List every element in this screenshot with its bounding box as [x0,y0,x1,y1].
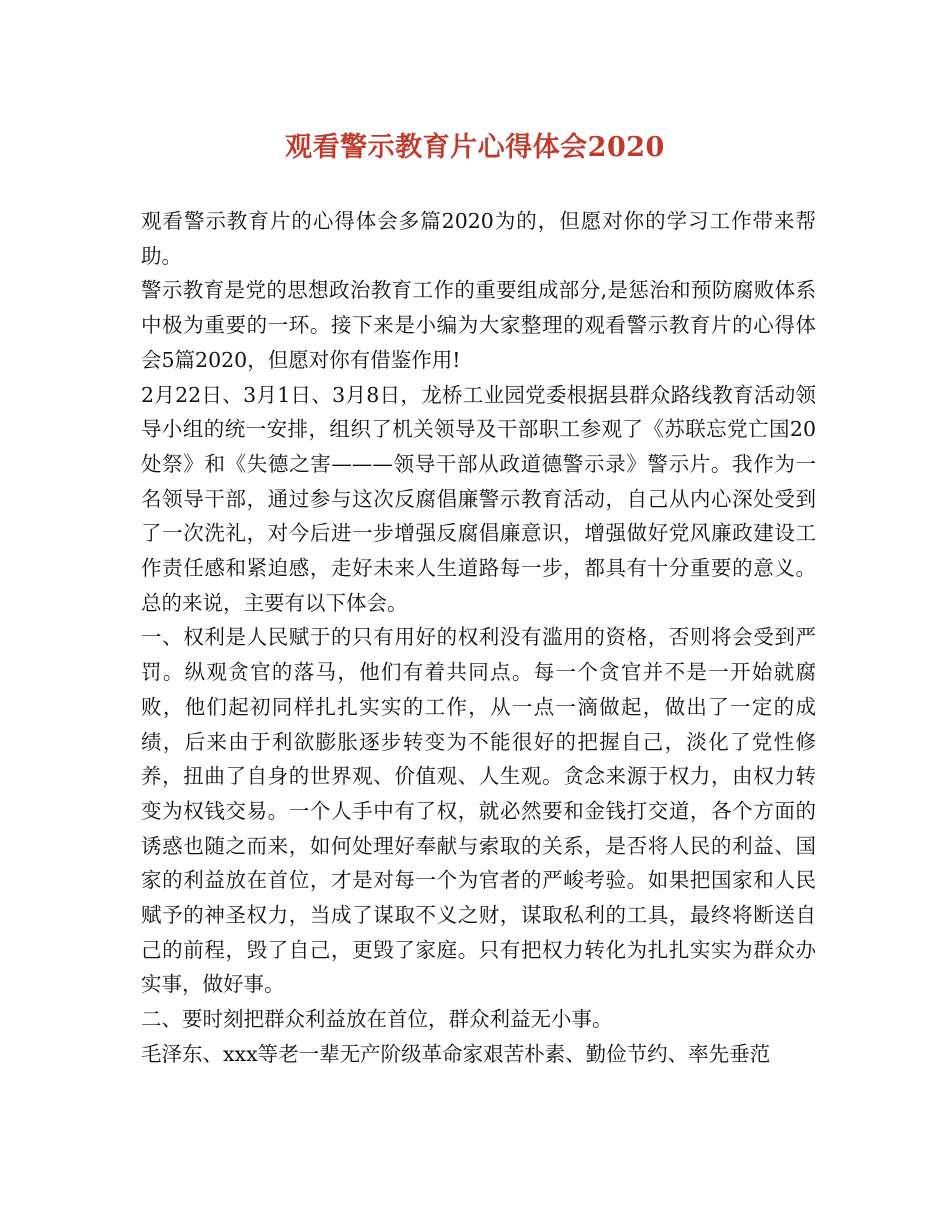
paragraph-point-two: 二、要时刻把群众利益放在首位，群众利益无小事。 [141,1007,613,1032]
document-body [141,204,816,1072]
document-title: 观看警示教育片心得体会2020 [285,132,665,163]
paragraph-intro: 观看警示教育片的心得体会多篇2020为的，但愿对你的学习工作带来帮助。 [141,209,816,268]
paragraph-point-one: 一、权利是人民赋于的只有用好的权利没有滥用的资格，否则将会受到严罚。纵观贪官的落马，他们有着共同点。每一个贪官并不是一开始就腐败，他们起初同样扎扎实实的工作，从一点一滴做起，做出了一定的成绩，后来由于利欲膨胀逐步转变为不能很好的把握自己，淡化了党性修养，扭曲了自身的世界观、价值观、人生观。贪念来源于权力，由权力转变为权钱交易。一个人手中有了权，就必然要和金钱打交道，各个方面的诱惑也随之而来，如何处理好奉献与索取的关系，是否将人民的利益、国家的利益放在首位，才是对每一个为官者的严峻考验。如果把国家和人民赋予的神圣权力，当成了谋取不义之财，谋取私利的工具，最终将断送自己的前程，毁了自己，更毁了家庭。只有把权力转化为扎扎实实为群众办实事，做好事。 [141,625,816,997]
paragraph-continuation: 毛泽东、xxx等老一辈无产阶级革命家艰苦朴素、勤俭节约、率先垂范 [141,1041,771,1066]
paragraph-summary: 警示教育是党的思想政治教育工作的重要组成部分,是惩治和预防腐败体系中极为重要的一环。接下来是小编为大家整理的观看警示教育片的心得体会5篇2020，但愿对你有借鉴作用! [141,278,816,372]
paragraph-event: 2月22日、3月1日、3月8日，龙桥工业园党委根据县群众路线教育活动领导小组的统一安排，组织了机关领导及干部职工参观了《苏联忘党亡国20处祭》和《失德之害———领导干部从政道德警示录》警示片。我作为一名领导干部，通过参与这次反腐倡廉警示教育活动，自己从内心深处受到了一次洗礼，对今后进一步增强反腐倡廉意识，增强做好党风廉政建设工作责任感和紧迫感，走好未来人生道路每一步，都具有十分重要的意义。总的来说，主要有以下体会。 [141,382,816,615]
